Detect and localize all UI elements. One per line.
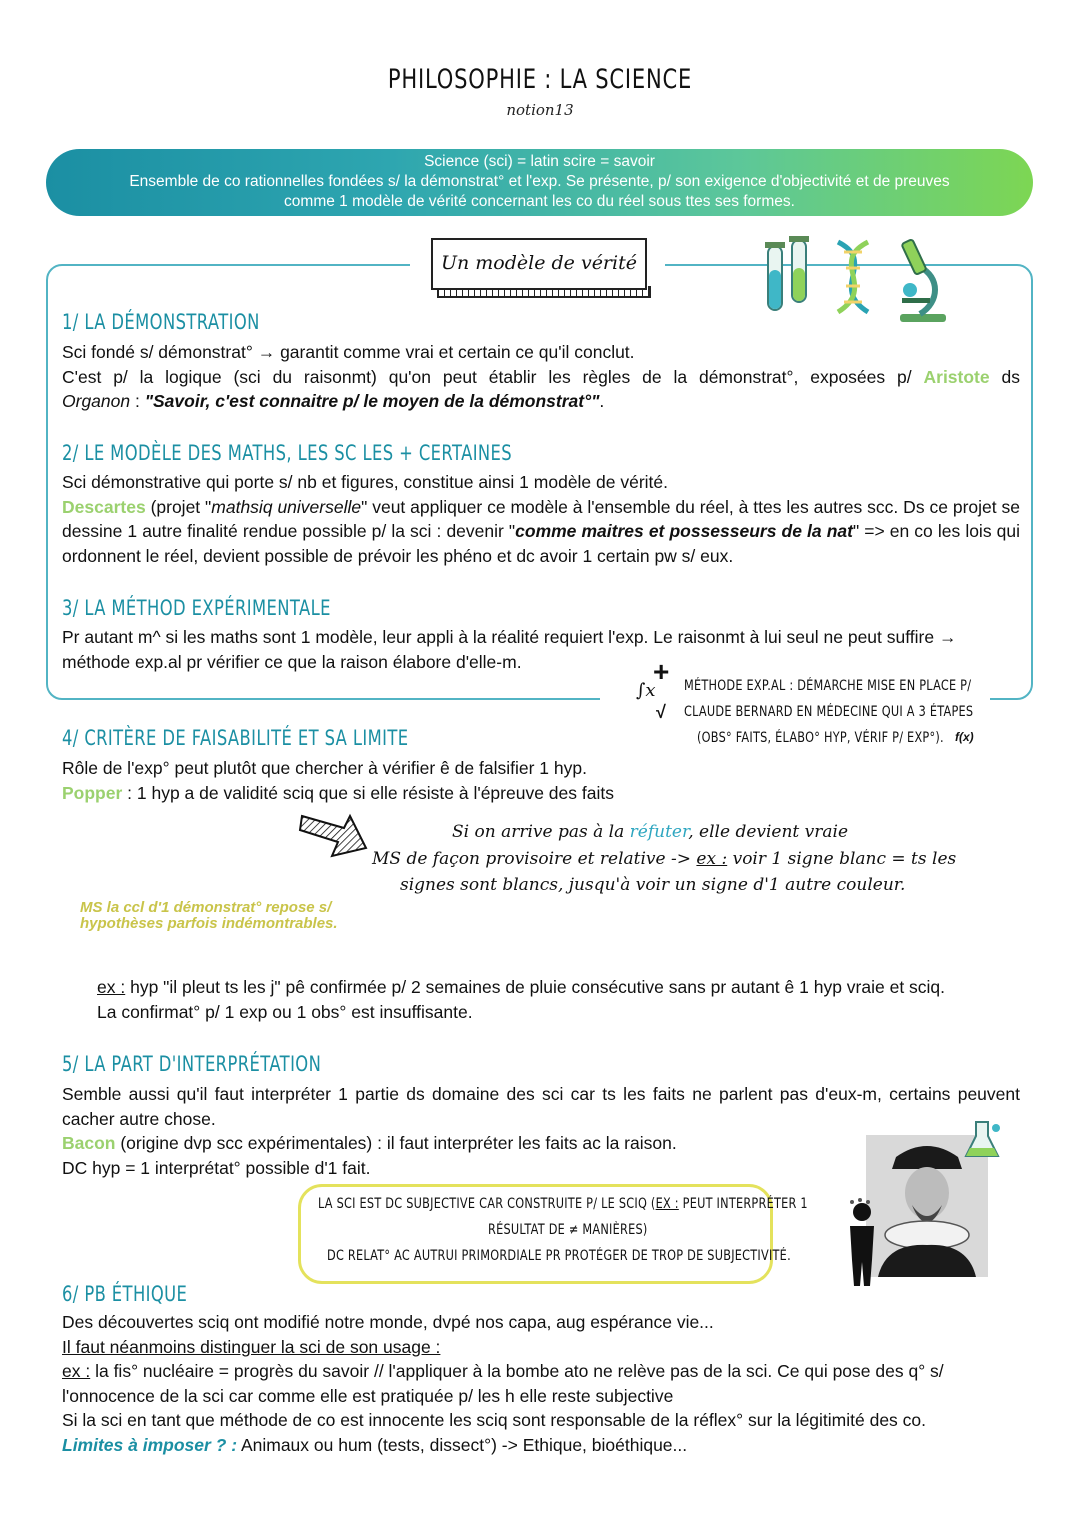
section-3-line-1: Pr autant m^ si les maths sont 1 modèle, leur appli à la réalité requiert l'exp. Le raisonmt à lui seul ne peut suffire → — [62, 627, 957, 647]
plus-icon: + — [653, 656, 670, 687]
section-badge: Un modèle de vérité — [431, 238, 647, 290]
section-2-heading: 2/ LE MODÈLE DES MATHS, LES SC LES + CERTAINES — [62, 441, 513, 465]
limits-label: Limites à imposer ? : — [62, 1434, 238, 1455]
method-note-line-2: CLAUDE BERNARD EN MÉDECINE QUI A 3 ÉTAPES — [684, 704, 974, 720]
sqrt-icon: √ — [656, 702, 666, 722]
banner-line-2: Ensemble de co rationnelles fondées s/ la démonstrat° et l'exp. Se présente, p/ son exigence d'objectivité et de preuves — [129, 173, 950, 190]
arrow-icon — [298, 808, 370, 860]
yellow-note — [80, 900, 338, 932]
page-subtitle: notion13 — [506, 101, 574, 119]
hand-note-line-3: signes sont blancs, jusqu'à voir un signe d'1 autre couleur. — [400, 875, 906, 895]
banner-line-3: comme 1 modèle de vérité concernant les co du réel sous ttes ses formes. — [284, 193, 795, 210]
test-tubes-icon — [765, 236, 809, 310]
section-1-heading: 1/ LA DÉMONSTRATION — [62, 310, 260, 334]
section-2-line-1: Sci démonstrative qui porte s/ nb et figures, constitue ainsi 1 modèle de vérité. — [62, 472, 669, 492]
fx-symbol: f(x) — [955, 730, 974, 744]
example-line-2: La confirmat° p/ 1 exp ou 1 obs° est insuffisante. — [97, 1001, 473, 1022]
bacon-name: Bacon — [62, 1133, 116, 1153]
section-4-line-1: Rôle de l'exp° peut plutôt que chercher à vérifier ê de falsifier 1 hyp. — [62, 758, 587, 778]
section-5-heading: 5/ LA PART D'INTERPRÉTATION — [62, 1052, 322, 1076]
yellow-box-line-3: DC RELAT° AC AUTRUI PRIMORDIALE PR PROTÉGER DE TROP DE SUBJECTIVITÉ. — [327, 1248, 791, 1264]
example-block — [97, 975, 1027, 1024]
section-3-body — [62, 625, 1020, 674]
section-6-line-1: Des découvertes sciq ont modifié notre monde, dvpé nos capa, aug espérance vie... — [62, 1312, 714, 1332]
method-note-line-3: (OBS° FAITS, ÉLABO° HYP, VÉRIF P/ EXP°). — [697, 730, 944, 746]
section-6-body — [62, 1310, 1020, 1457]
section-1-line-1: Sci fondé s/ démonstrat° → garantit comme vrai et certain ce qu'il conclut. — [62, 342, 635, 362]
section-2-paragraph: Descartes (projet "mathsiq universelle" veut appliquer ce modèle à l'ensemble du réel, à ttes les autres scc. Ds ce projet se dessine 1 autre finalité rendue possible p/ la sci : devenir "comme maitres et possesseurs de la nat" => en co les lois qui ordonnent le réel, devient possible de prévoir les phéno et dc avoir 1 certain pw s/ eux. — [62, 496, 1021, 566]
section-6-heading: 6/ PB ÉTHIQUE — [62, 1282, 188, 1306]
microscope-icon — [900, 239, 946, 322]
popper-name: Popper — [62, 782, 123, 803]
section-6-line-5: Limites à imposer ? : Animaux ou hum (tests, dissect°) -> Ethique, bioéthique... — [62, 1434, 688, 1455]
page-title: PHILOSOPHIE : LA SCIENCE — [387, 64, 693, 95]
section-1-body — [62, 340, 1020, 414]
section-4-heading: 4/ CRITÈRE DE FAISABILITÉ ET SA LIMITE — [62, 726, 409, 750]
example-line-1: ex : hyp "il pleut ts les j" pê confirmée p/ 2 semaines de pluie consécutive sans pr autant ê 1 hyp vraie et sciq. — [97, 977, 946, 997]
yellow-box-line-1: LA SCI EST DC SUBJECTIVE CAR CONSTRUITE P/ LE SCIQ (EX : PEUT INTERPRÉTER 1 — [318, 1196, 808, 1212]
dna-icon — [838, 242, 868, 312]
section-3-line-2: méthode exp.al pr vérifier ce que la raison élabore d'elle-m. — [62, 651, 522, 672]
flask-icon — [962, 1118, 1004, 1162]
descartes-quote: comme maitres et possesseurs de la nat — [515, 521, 853, 541]
section-4-body — [62, 756, 702, 805]
aristote-name: Aristote — [923, 366, 990, 387]
section-6-line-4: Si la sci en tant que méthode de co est innocente les sciq sont responsable de la réflex° sur la légitimité des co. — [62, 1410, 927, 1430]
section-5-line-2: Bacon (origine dvp scc expérimentales) : il faut interpréter les faits ac la raison. — [62, 1133, 677, 1153]
hand-note-line-2: MS de façon provisoire et relative -> ex : voir 1 signe blanc = ts les — [372, 849, 957, 869]
section-6-line-3: ex : la fis° nucléaire = progrès du savoir // l'appliquer à la bombe ato ne relève pas de la sci. Ce qui pose des q° s/ l'onnocence de la sci car comme elle est pratiquée p/ les h elle reste subjective — [62, 1361, 944, 1406]
method-note-line-1: MÉTHODE EXP.AL : DÉMARCHE MISE EN PLACE P/ — [684, 678, 972, 694]
science-illustration — [760, 232, 960, 327]
definition-banner — [46, 149, 1033, 216]
yellow-note-line-1: MS la ccl d'1 démonstrat° repose s/ — [80, 899, 332, 916]
section-1-line-2: C'est p/ la logique (sci du raisonmt) qu'on peut établir les règles de la démonstrat°, exposées p/ Aristote ds — [62, 366, 1020, 387]
yellow-box-line-2: RÉSULTAT DE ≠ MANIÈRES) — [488, 1222, 648, 1238]
hand-note-line-1: Si on arrive pas à la réfuter, elle devient vraie — [452, 822, 849, 842]
section-5-line-1: Semble aussi qu'il faut interpréter 1 partie ds domaine des sci car ts les faits ne parlent pas d'eux-m, certains peuvent cacher autre chose. — [62, 1084, 1020, 1129]
banner-line-1: Science (sci) = latin scire = savoir — [424, 153, 655, 170]
descartes-name: Descartes — [62, 496, 146, 517]
section-2-body — [62, 470, 1020, 568]
section-1-line-3: Organon : "Savoir, c'est connaitre p/ le moyen de la démonstrat°". — [62, 391, 605, 411]
refuter-word: réfuter — [629, 822, 689, 842]
section-6-line-2: Il faut néanmoins distinguer la sci de son usage : — [62, 1336, 441, 1357]
yellow-note-line-2: hypothèses parfois indémontrables. — [80, 915, 338, 932]
section-4-line-2: Popper : 1 hyp a de validité sciq que si elle résiste à l'épreuve des faits — [62, 782, 614, 803]
aristote-quote: "Savoir, c'est connaitre p/ le moyen de la démonstrat°" — [144, 391, 600, 411]
integral-symbol: ∫x — [636, 680, 656, 701]
thinker-icon — [846, 1198, 882, 1288]
section-5-line-3: DC hyp = 1 interprétat° possible d'1 fait. — [62, 1157, 371, 1178]
section-3-heading: 3/ LA MÉTHOD EXPÉRIMENTALE — [62, 596, 331, 620]
